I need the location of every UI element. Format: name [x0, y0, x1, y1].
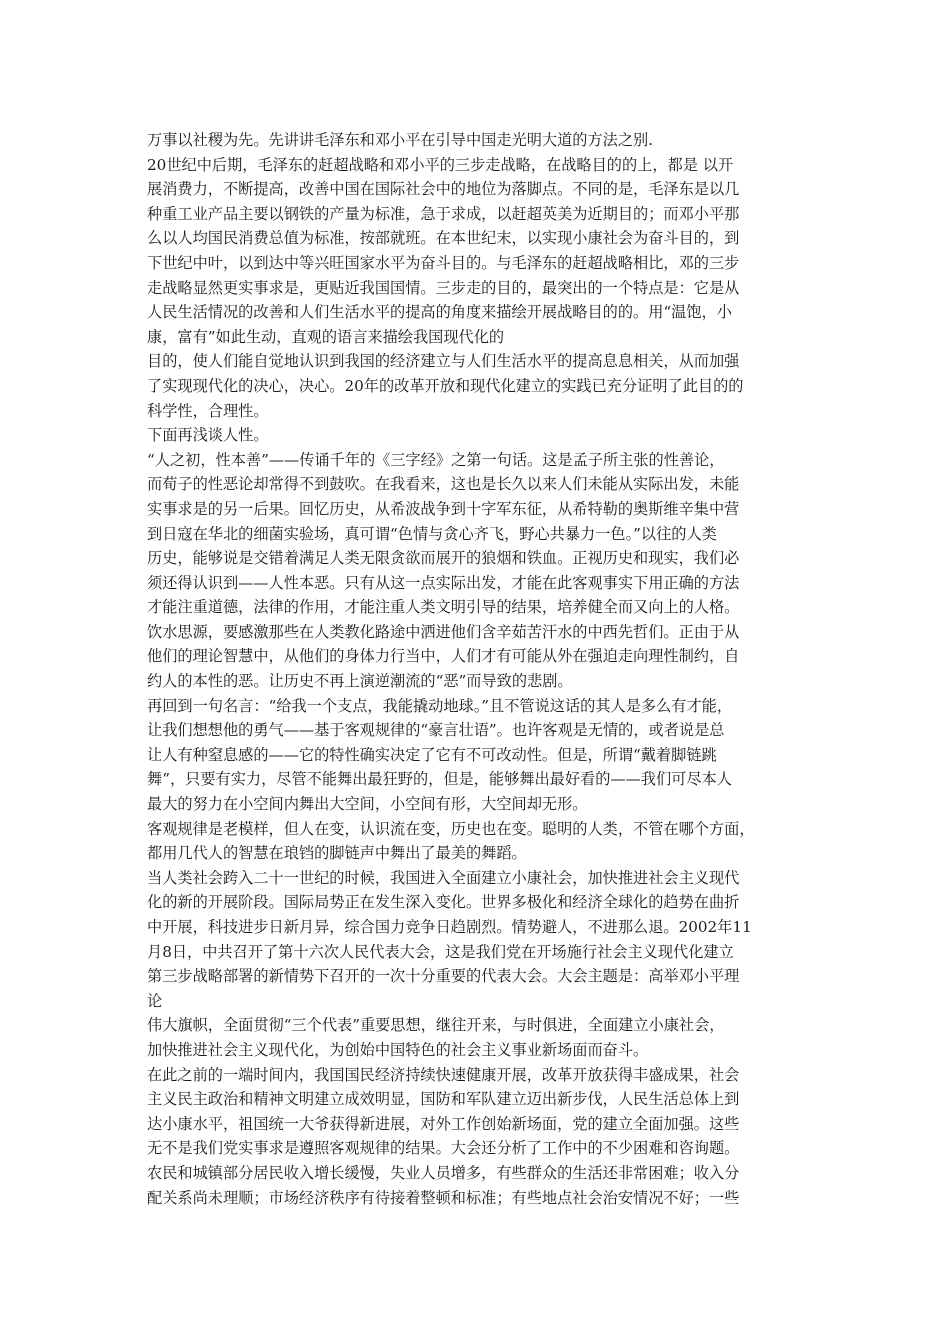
text-line: 月8日，中共召开了第十六次人民代表大会，这是我们党在开场施行社会主义现代化建立 — [147, 942, 734, 961]
text-line: 实事求是的另一后果。回忆历史，从希波战争到十字军东征，从希特勒的奥斯维辛集中营 — [147, 499, 740, 518]
text-line: 在此之前的一端时间内，我国国民经济持续快速健康开展，改革开放获得丰盛成果，社会 — [147, 1065, 740, 1084]
text-line: 让我们想想他的勇气——基于客观规律的“豪言壮语”。也许客观是无情的，或者说是总 — [147, 721, 725, 740]
text-line: 种重工业产品主要以钢铁的产量为标准，急于求成，以赶超英美为近期目的；而邓小平那 — [147, 204, 740, 223]
text-line: 当人类社会跨入二十一世纪的时候，我国进入全面建立小康社会，加快推进社会主义现代 — [147, 868, 740, 887]
text-line: 农民和城镇部分居民收入增长缓慢，失业人员增多，有些群众的生活还非常困难；收入分 — [147, 1163, 740, 1182]
text-line: 才能注重道德，法律的作用，才能注重人类文明引导的结果，培养健全而又向上的人格。 — [147, 598, 740, 617]
text-line: 下面再浅谈人性。 — [147, 426, 269, 445]
text-line: 客观规律是老模样，但人在变，认识流在变，历史也在变。聪明的人类，不管在哪个方面， — [147, 819, 755, 838]
text-line: 他们的理论智慧中，从他们的身体力行当中，人们才有可能从外在强迫走向理性制约，自 — [147, 647, 740, 666]
text-line: 人民生活情况的改善和人们生活水平的提高的角度来描绘开展战略目的的。用“温饱，小 — [147, 303, 732, 322]
text-line: 伟大旗帜，全面贯彻“三个代表”重要思想，继往开来，与时俱进，全面建立小康社会， — [147, 1016, 725, 1035]
text-line: 主义民主政治和精神文明建立成效明显，国防和军队建立迈出新步伐，人民生活总体上到 — [147, 1090, 740, 1109]
text-line: 中开展，科技进步日新月异，综合国力竞争日趋剧烈。情势避人，不进那么退。2002年11 — [147, 918, 752, 936]
text-line: 让人有种窒息感的——它的特性确实决定了它有不可改动性。但是，所谓“戴着脚链跳 — [147, 745, 717, 764]
text-line: 舞”，只要有实力，尽管不能舞出最狂野的，但是，能够舞出最好看的——我们可尽本人 — [147, 770, 732, 789]
text-line: 而荀子的性恶论却常得不到鼓吹。在我看来，这也是长久以来人们未能从实际出发，未能 — [147, 475, 740, 494]
text-line: 达小康水平，祖国统一大爷获得新进展，对外工作创始新场面，党的建立全面加强。这些 — [147, 1114, 740, 1133]
text-line: 下世纪中叶，以到达中等兴旺国家水平为奋斗目的。与毛泽东的赶超战略相比，邓的三步 — [147, 253, 740, 272]
text-line: 配关系尚未理顺；市场经济秩序有待接着整顿和标准；有些地点社会治安情况不好；一些 — [147, 1188, 740, 1207]
text-line: 加快推进社会主义现代化，为创始中国特色的社会主义事业新场面而奋斗。 — [147, 1040, 649, 1059]
document-body — [147, 128, 817, 1210]
text-line: 康，富有”如此生动，直观的语言来描绘我国现代化的 — [147, 327, 505, 346]
text-line: 须还得认识到——人性本恶。只有从这一点实际出发，才能在此客观事实下用正确的方法 — [147, 573, 740, 592]
text-line: 科学性，合理性。 — [147, 401, 269, 420]
text-line: 20世纪中后期，毛泽东的赶超战略和邓小平的三步走战略，在战略目的的上，都是 以开 — [147, 155, 734, 174]
text-line: 历史，能够说是交错着满足人类无限贪欲而展开的狼烟和铁血。正视历史和现实，我们必 — [147, 549, 740, 568]
text-line: 么以人均国民消费总值为标准，按部就班。在本世纪末，以实现小康社会为奋斗目的，到 — [147, 229, 740, 248]
text-line: 约人的本性的恶。让历史不再上演逆潮流的“恶”而导致的悲剧。 — [147, 672, 573, 691]
text-line: 最大的努力在小空间内舞出大空间，小空间有形，大空间却无形。 — [147, 795, 588, 814]
text-line: 论 — [147, 991, 163, 1010]
text-line: 再回到一句名言：“给我一个支点，我能撬动地球。”且不管说这话的其人是多么有才能， — [147, 696, 733, 715]
text-line: 都用几代人的智慧在琅铛的脚链声中舞出了最美的舞蹈。 — [147, 844, 527, 863]
text-line: 无不是我们党实事求是遵照客观规律的结果。大会还分析了工作中的不少困难和咨询题。 — [147, 1139, 740, 1158]
text-line: 了实现现代化的决心，决心。20年的改革开放和现代化建立的实践已充分证明了此目的的 — [147, 376, 744, 395]
text-line: 化的新的开展阶段。国际局势正在发生深入变化。世界多极化和经济全球化的趋势在曲折 — [147, 893, 740, 912]
text-line: 展消费力，不断提高，改善中国在国际社会中的地位为落脚点。不同的是，毛泽东是以几 — [147, 180, 740, 199]
text-line: 第三步战略部署的新情势下召开的一次十分重要的代表大会。大会主题是：高举邓小平理 — [147, 967, 740, 986]
text-line: 目的，使人们能自觉地认识到我国的经济建立与人们生活水平的提高息息相关，从而加强 — [147, 352, 740, 371]
text-line: 饮水思源，要感激那些在人类教化路途中洒进他们含辛茹苦汗水的中西先哲们。正由于从 — [147, 622, 740, 641]
text-line: 万事以社稷为先。先讲讲毛泽东和邓小平在引导中国走光明大道的方法之别. — [147, 131, 654, 149]
text-line: 走战略显然更实事求是，更贴近我国国情。三步走的目的，最突出的一个特点是：它是从 — [147, 278, 740, 297]
text-line: “人之初，性本善”——传诵千年的《三字经》之第一句话。这是孟子所主张的性善论， — [147, 450, 725, 469]
text-line: 到日寇在华北的细菌实验场，真可谓“色情与贪心齐飞，野心共暴力一色。”以往的人类 — [147, 524, 717, 543]
